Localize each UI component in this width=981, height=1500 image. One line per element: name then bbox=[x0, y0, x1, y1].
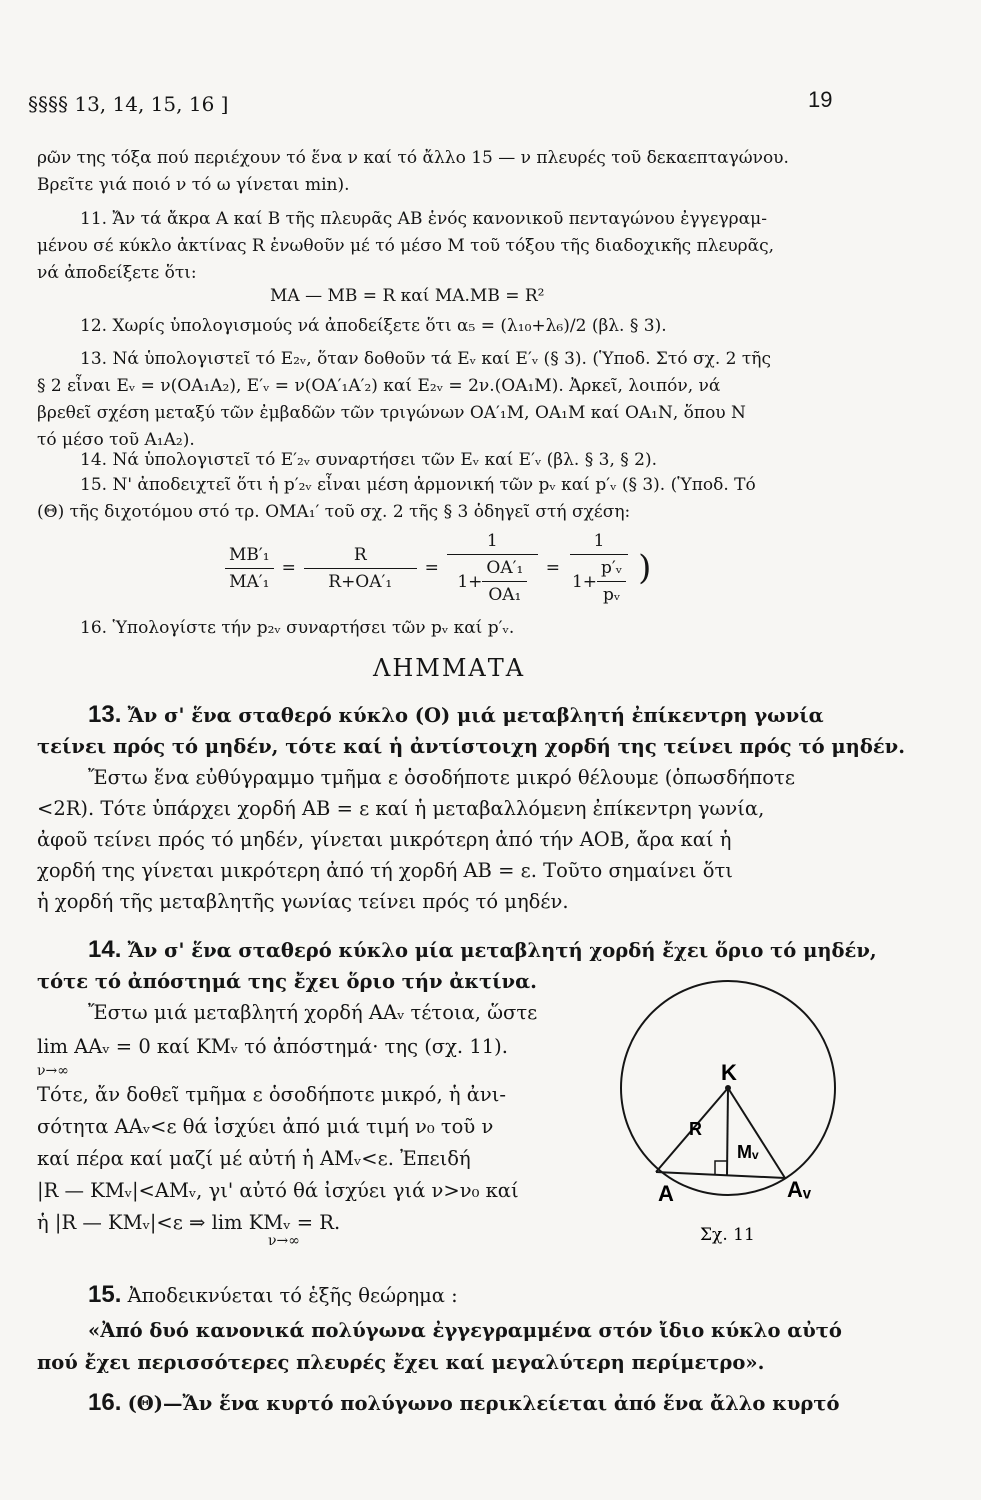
fraction-3-den-prefix: 1+ bbox=[457, 571, 483, 592]
right-angle-mark bbox=[715, 1161, 727, 1174]
chord bbox=[656, 1172, 785, 1178]
lemma-13-title-line2: τείνει πρός τό μηδέν, τότε καί ἡ ἀντίστοιχη χορδή της τείνει πρός τό μηδέν. bbox=[37, 735, 905, 758]
lemma-14-line6: |R — ΚΜᵥ|<ΑΜᵥ, γι' αὐτό θά ἰσχύει γιά ν>ν₀ καί bbox=[37, 1179, 519, 1202]
fraction-4-denominator bbox=[568, 555, 630, 608]
lemma-15-number: 15. bbox=[88, 1281, 122, 1308]
fraction-3-inner-denominator: ΟΑ₁ bbox=[488, 585, 522, 605]
fraction-3-inner-numerator: ΟΑ′₁ bbox=[482, 555, 527, 582]
fraction-3 bbox=[447, 528, 538, 608]
fraction-4-inner-numerator: p′ᵥ bbox=[597, 555, 626, 582]
lemma-16-text: (Θ)—Ἄν ἕνα κυρτό πολύγωνο περικλείεται ἀπό ἕνα ἄλλο κυρτό bbox=[127, 1392, 840, 1415]
lemma-14-title-line2: τότε τό ἀπόστημά της ἔχει ὅριο τήν ἀκτίνα. bbox=[37, 970, 537, 993]
lemma-14-title-line1 bbox=[88, 935, 877, 966]
lemma-14-line4: σότητα ΑΑᵥ<ε θά ἰσχύει ἀπό μιά τιμή ν₀ τοῦ ν bbox=[37, 1115, 494, 1138]
lemma-16-line bbox=[88, 1388, 839, 1419]
lemma-13-line3: ἀφοῦ τείνει πρός τό μηδέν, γίνεται μικρότερη ἀπό τήν ΑΟΒ, ἄρα καί ἡ bbox=[37, 828, 732, 851]
exercise-11-formula: ΜΑ — ΜΒ = R καί ΜΑ.ΜΒ = R² bbox=[270, 286, 545, 306]
lemma-13-number: 13. bbox=[88, 701, 122, 728]
lemma-14-line3: Τότε, ἄν δοθεῖ τμῆμα ε ὁσοδήποτε μικρό, ἡ ἀνι- bbox=[37, 1083, 507, 1106]
lemma-14-line7: ἡ |R — ΚΜᵥ|<ε ⇒ lim ΚΜᵥ = R. bbox=[37, 1211, 341, 1234]
exercise-14: 14. Νά ὑπολογιστεῖ τό E′₂ᵥ συναρτήσει τῶν Eᵥ καί E′ᵥ (βλ. § 3, § 2). bbox=[80, 450, 658, 470]
figure-11 bbox=[615, 975, 855, 1245]
equals-sign: = bbox=[281, 558, 296, 578]
lemma-15-intro-line bbox=[88, 1280, 458, 1311]
equals-sign: = bbox=[545, 558, 560, 578]
lemma-15-intro: Ἀποδεικνύεται τό ἑξῆς θεώρημα : bbox=[127, 1284, 458, 1307]
label-mv: Mᵥ bbox=[737, 1142, 759, 1162]
radius-line-2 bbox=[728, 1088, 785, 1178]
exercise-13-line2: § 2 εἶναι Eᵥ = ν(ΟΑ₁Α₂), E′ᵥ = ν(ΟΑ′₁Α′₂) καί E₂ᵥ = 2ν.(ΟΑ₁Μ). Ἀρκεῖ, λοιπόν, νά bbox=[37, 376, 721, 396]
lemma-14-line2: lim ΑΑᵥ = 0 καί ΚΜᵥ τό ἀπόστημά· της (σχ. 11). bbox=[37, 1035, 508, 1058]
exercise-15-line1: 15. Ν' ἀποδειχτεῖ ὅτι ἡ p′₂ᵥ εἶναι μέση ἁρμονική τῶν pᵥ καί p′ᵥ (§ 3). (Ὑποδ. Τό bbox=[80, 475, 756, 495]
exercise-continuation-line2: Βρεῖτε γιά ποιό ν τό ω γίνεται min). bbox=[37, 175, 350, 195]
fraction-2-denominator: R+ΟΑ′₁ bbox=[328, 571, 393, 592]
lemma-14-line1: Ἔστω μιά μεταβλητή χορδή ΑΑᵥ τέτοια, ὥστε bbox=[88, 1001, 538, 1024]
exercise-13-line3: βρεθεῖ σχέση μεταξύ τῶν ἐμβαδῶν τῶν τριγώνων ΟΑ′₁Μ, ΟΑ₁Μ καί ΟΑ₁Ν, ὅπου Ν bbox=[37, 403, 746, 423]
fraction-4-inner-denominator: pᵥ bbox=[602, 585, 621, 605]
closing-parenthesis: ) bbox=[638, 548, 652, 588]
fraction-1 bbox=[225, 542, 274, 595]
lemmas-heading: ΛΗΜΜΑΤΑ bbox=[373, 654, 526, 682]
fraction-3-inner bbox=[482, 555, 527, 608]
exercise-16: 16. Ὑπολογίστε τήν p₂ᵥ συναρτήσει τῶν pᵥ καί p′ᵥ. bbox=[80, 618, 515, 638]
label-k: K bbox=[721, 1060, 737, 1085]
exercise-12: 12. Χωρίς ὑπολογισμούς νά ἀποδείξετε ὅτι α₅ = (λ₁₀+λ₆)/2 (βλ. § 3). bbox=[80, 316, 667, 336]
lemma-13-line5: ἡ χορδή τῆς μεταβλητῆς γωνίας τείνει πρός τό μηδέν. bbox=[37, 890, 569, 913]
lemma-14-limit-subscript-2: ν→∞ bbox=[268, 1233, 300, 1249]
fraction-2-numerator: R bbox=[304, 542, 417, 569]
exercise-13-line1: 13. Νά ὑπολογιστεῖ τό E₂ᵥ, ὅταν δοθοῦν τά Eᵥ καί E′ᵥ (§ 3). (Ὑποδ. Στό σχ. 2 τῆς bbox=[80, 349, 771, 369]
lemma-14-limit-subscript: ν→∞ bbox=[37, 1063, 69, 1079]
lemma-13-title-line1 bbox=[88, 700, 824, 731]
figure-caption: Σχ. 11 bbox=[700, 1225, 755, 1245]
lemma-13-line2: <2R). Τότε ὑπάρχει χορδή ΑΒ = ε καί ἡ μεταβαλλόμενη ἐπίκεντρη γωνία, bbox=[37, 797, 765, 820]
label-a: A bbox=[658, 1181, 674, 1206]
fraction-1-denominator: ΜΑ′₁ bbox=[229, 571, 270, 592]
lemma-13-line1: Ἔστω ἕνα εὐθύγραμμο τμῆμα ε ὁσοδήποτε μικρό θέλουμε (ὁπωσδήποτε bbox=[88, 766, 795, 789]
fraction-4-inner bbox=[597, 555, 626, 608]
fraction-1-numerator: ΜΒ′₁ bbox=[225, 542, 274, 569]
equals-sign: = bbox=[424, 558, 439, 578]
label-r: R bbox=[689, 1119, 702, 1139]
lemma-14-line5: καί πέρα καί μαζί μέ αὐτή ἡ ΑΜᵥ<ε. Ἐπειδή bbox=[37, 1147, 471, 1170]
harmonic-formula bbox=[225, 528, 651, 608]
exercise-11-line3: νά ἀποδείξετε ὅτι: bbox=[37, 263, 197, 283]
fraction-4-numerator: 1 bbox=[570, 528, 629, 555]
exercise-continuation-line1: ρῶν της τόξα πού περιέχουν τό ἕνα ν καί τό ἄλλο 15 — ν πλευρές τοῦ δεκαεπταγώνου. bbox=[37, 148, 789, 168]
label-av: Aᵥ bbox=[787, 1177, 811, 1202]
section-header: §§§§ 13, 14, 15, 16 ] bbox=[28, 92, 229, 116]
exercise-11-line2: μένου σέ κύκλο ἀκτίνας R ἑνωθοῦν μέ τό μέσο Μ τοῦ τόξου τῆς διαδοχικῆς πλευρᾶς, bbox=[37, 236, 775, 256]
exercise-15-line2: (Θ) τῆς διχοτόμου στό τρ. ΟΜΑ₁′ τοῦ σχ. 2 τῆς § 3 ὁδηγεῖ στή σχέση: bbox=[37, 502, 631, 522]
apothem bbox=[727, 1088, 728, 1175]
center-point bbox=[725, 1085, 731, 1091]
lemma-13-title: Ἄν σ' ἕνα σταθερό κύκλο (Ο) μιά μεταβλητή ἐπίκεντρη γωνία bbox=[127, 704, 824, 727]
exercise-11-line1: 11. Ἄν τά ἄκρα Α καί Β τῆς πλευρᾶς ΑΒ ἑνός κανονικοῦ πενταγώνου ἐγγεγραμ- bbox=[80, 209, 767, 229]
fraction-3-denominator bbox=[453, 555, 531, 608]
lemma-14-number: 14. bbox=[88, 936, 122, 963]
fraction-3-numerator: 1 bbox=[447, 528, 538, 555]
fraction-2 bbox=[304, 542, 417, 595]
exercise-13-line4: τό μέσο τοῦ Α₁Α₂). bbox=[37, 430, 195, 450]
lemma-15-line1: «Ἀπό δυό κανονικά πολύγωνα ἐγγεγραμμένα στόν ἴδιο κύκλο αὐτό bbox=[88, 1319, 842, 1342]
lemma-15-line2: πού ἔχει περισσότερες πλευρές ἔχει καί μεγαλύτερη περίμετρο». bbox=[37, 1351, 765, 1374]
lemma-14-title: Ἄν σ' ἕνα σταθερό κύκλο μία μεταβλητή χορδή ἔχει ὅριο τό μηδέν, bbox=[127, 939, 877, 962]
page-number: 19 bbox=[808, 87, 833, 112]
lemma-16-number: 16. bbox=[88, 1389, 122, 1416]
fraction-4-den-prefix: 1+ bbox=[571, 571, 598, 592]
lemma-13-line4: χορδή της γίνεται μικρότερη ἀπό τή χορδή ΑΒ = ε. Τοῦτο σημαίνει ὅτι bbox=[37, 859, 733, 882]
fraction-4 bbox=[568, 528, 630, 608]
